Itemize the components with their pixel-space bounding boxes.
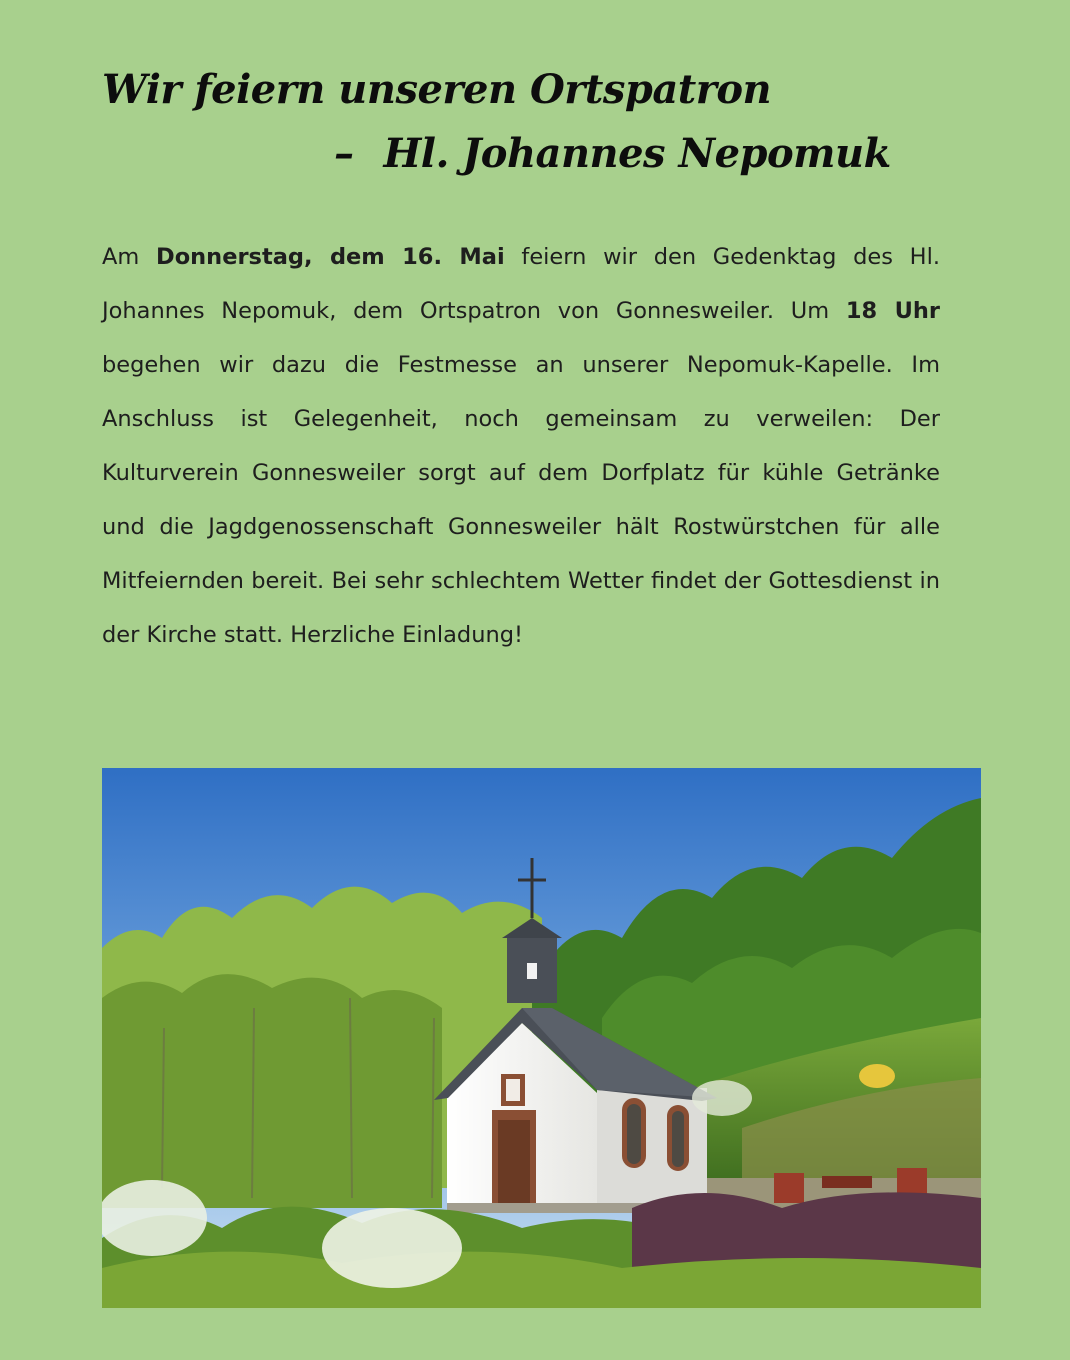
text-part-3: begehen wir dazu die Festmesse an unserer Nepomuk-Kapelle. Im Anschluss ist Gelegenheit, noch gemeinsam zu verweilen: Der Kulturverein Gonnesweiler sorgt auf dem Dorfplatz für kühle Getränke und die Jagdgenossenschaft Gonnesweiler hält Rostwürstchen für alle Mitfeiernden bereit. Bei sehr schlechtem Wetter findet der Gottesdienst in der Kirche statt. Herzliche Einladung!	[102, 352, 940, 648]
title-line-2	[102, 122, 962, 186]
title-dash: –	[334, 130, 354, 177]
chapel-illustration	[102, 768, 981, 1308]
text-part-1: Am	[102, 244, 157, 270]
date-emphasis: Donnerstag, dem 16. Mai	[156, 244, 505, 270]
announcement-text	[102, 230, 940, 662]
time-emphasis: 18 Uhr	[845, 298, 940, 324]
purple-bushes	[632, 1192, 981, 1268]
page-title	[102, 58, 962, 186]
chapel-photo	[102, 768, 981, 1308]
text-part-2: feiern wir den Gedenktag des Hl. Johannes Nepomuk, dem Ortspatron von Gonnesweiler. Um	[102, 244, 940, 324]
title-line-1: Wir feiern unseren Ortspatron	[102, 66, 772, 113]
bench	[774, 1173, 804, 1203]
title-line-2-text: Hl. Johannes Nepomuk	[383, 130, 891, 177]
